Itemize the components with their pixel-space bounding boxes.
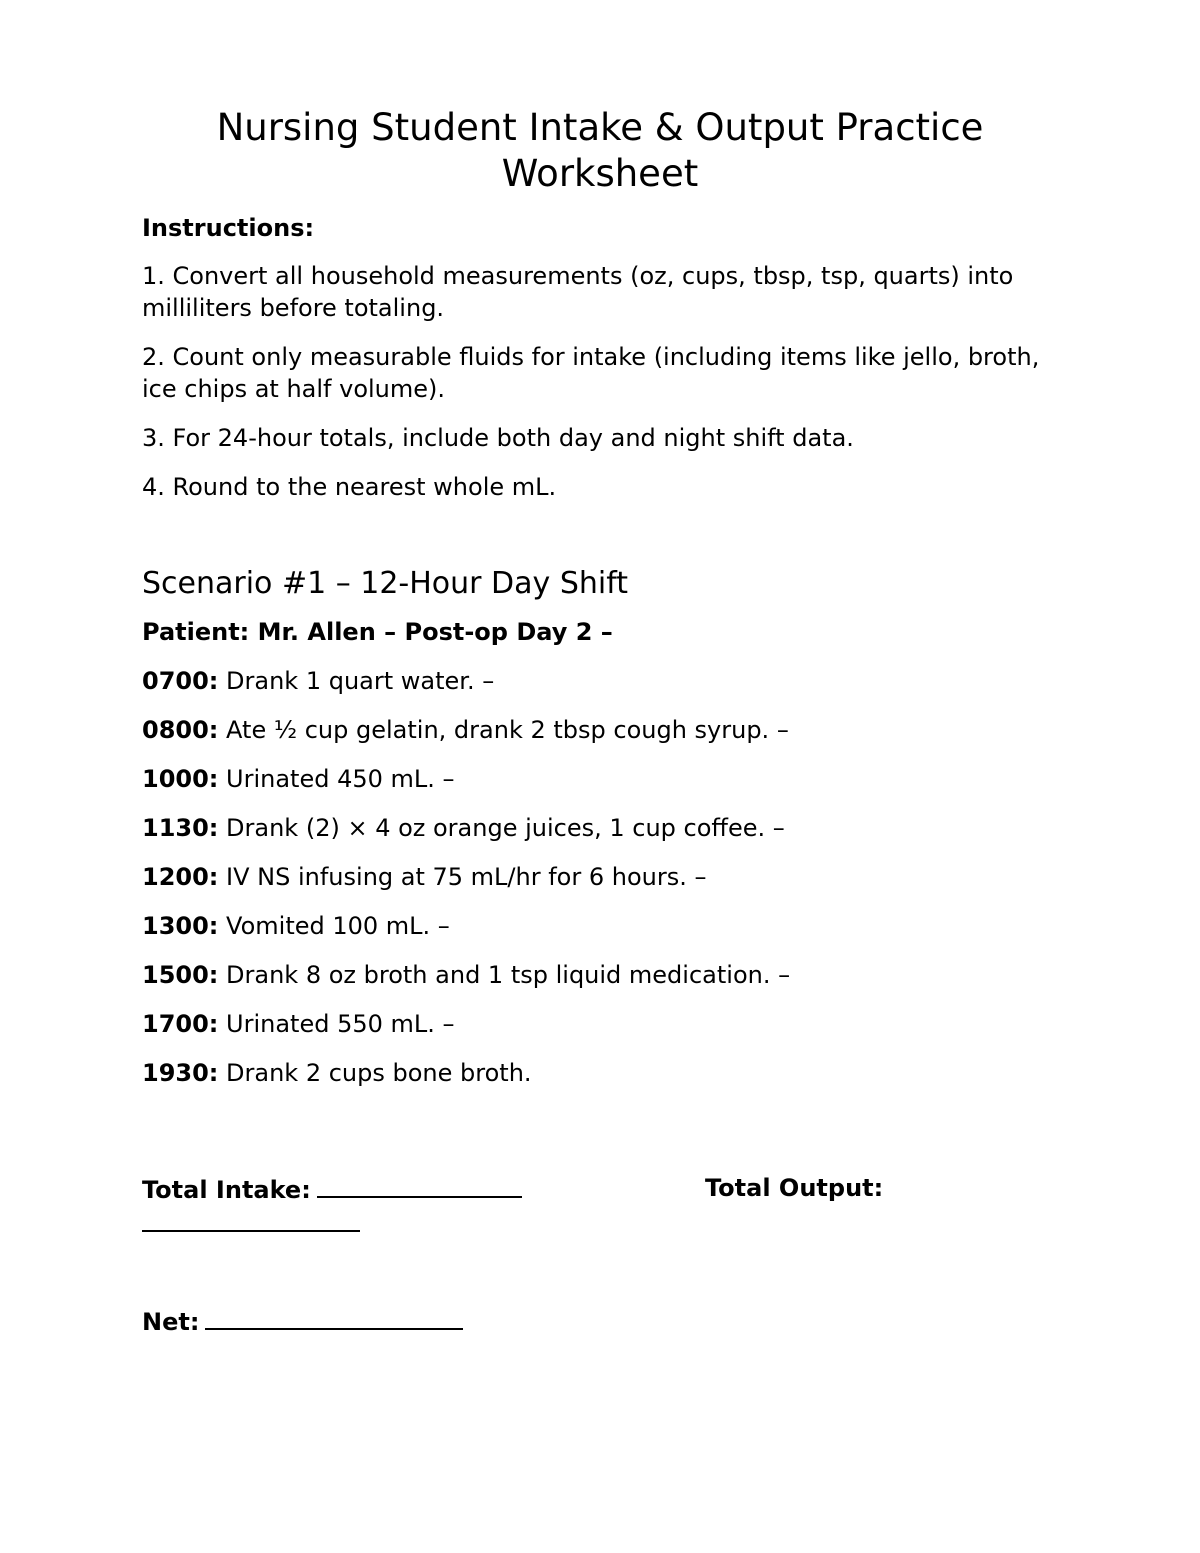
log-text: Vomited 100 mL. – <box>218 912 450 940</box>
instruction-item-3: 3. For 24-hour totals, include both day and night shift data. <box>142 424 854 452</box>
log-text: Drank 2 cups bone broth. <box>218 1059 532 1087</box>
total-intake-label: Total Intake: <box>142 1176 311 1204</box>
log-time: 1300: <box>142 912 219 940</box>
patient-header: Patient: Mr. Allen – Post-op Day 2 – <box>142 618 613 646</box>
log-entry <box>142 1008 1042 1040</box>
worksheet-content <box>142 212 1042 1106</box>
net-label: Net: <box>142 1308 200 1336</box>
instruction-item-1: 1. Convert all household measurements (oz, cups, tbsp, tsp, quarts) into milliliters before totaling. <box>142 262 1014 322</box>
log-text: Drank 8 oz broth and 1 tsp liquid medication. – <box>218 961 791 989</box>
log-time: 1930: <box>142 1059 219 1087</box>
total-intake <box>142 1172 522 1206</box>
log-entry <box>142 861 1042 893</box>
log-entry <box>142 714 1042 746</box>
log-entry <box>142 1057 1042 1089</box>
page-title <box>0 105 1200 197</box>
log-entry <box>142 665 1042 697</box>
log-time: 0700: <box>142 667 219 695</box>
log-time: 0800: <box>142 716 219 744</box>
page-title-line-1: Nursing Student Intake & Output Practice <box>216 106 984 149</box>
log-time: 1200: <box>142 863 219 891</box>
log-entry <box>142 812 1042 844</box>
log-entry <box>142 763 1042 795</box>
log-time: 1700: <box>142 1010 219 1038</box>
total-output-blank[interactable] <box>142 1206 360 1232</box>
log-text: Ate ½ cup gelatin, drank 2 tbsp cough syrup. – <box>218 716 789 744</box>
instruction-item-2: 2. Count only measurable fluids for intake (including items like jello, broth, ice chips at half volume). <box>142 343 1040 403</box>
log-time: 1500: <box>142 961 219 989</box>
log-time: 1000: <box>142 765 219 793</box>
log-text: Urinated 450 mL. – <box>218 765 455 793</box>
page-title-line-2: Worksheet <box>501 152 699 195</box>
log-entry <box>142 959 1042 991</box>
log-text: Drank (2) × 4 oz orange juices, 1 cup coffee. – <box>218 814 785 842</box>
total-intake-blank[interactable] <box>317 1172 522 1198</box>
net-row <box>142 1304 463 1338</box>
log-text: Urinated 550 mL. – <box>218 1010 455 1038</box>
total-output-blank-row <box>142 1202 360 1240</box>
total-output <box>705 1172 883 1204</box>
net-blank[interactable] <box>205 1304 463 1330</box>
log-text: Drank 1 quart water. – <box>218 667 495 695</box>
total-output-label: Total Output: <box>705 1174 884 1202</box>
totals-row <box>142 1172 1042 1204</box>
log-time: 1130: <box>142 814 219 842</box>
totals-section <box>142 1172 1042 1336</box>
instructions-heading: Instructions: <box>142 214 315 242</box>
instruction-item-4: 4. Round to the nearest whole mL. <box>142 473 557 501</box>
log-text: IV NS infusing at 75 mL/hr for 6 hours. – <box>218 863 707 891</box>
log-entry <box>142 910 1042 942</box>
scenario-title: Scenario #1 – 12-Hour Day Shift <box>142 566 629 601</box>
